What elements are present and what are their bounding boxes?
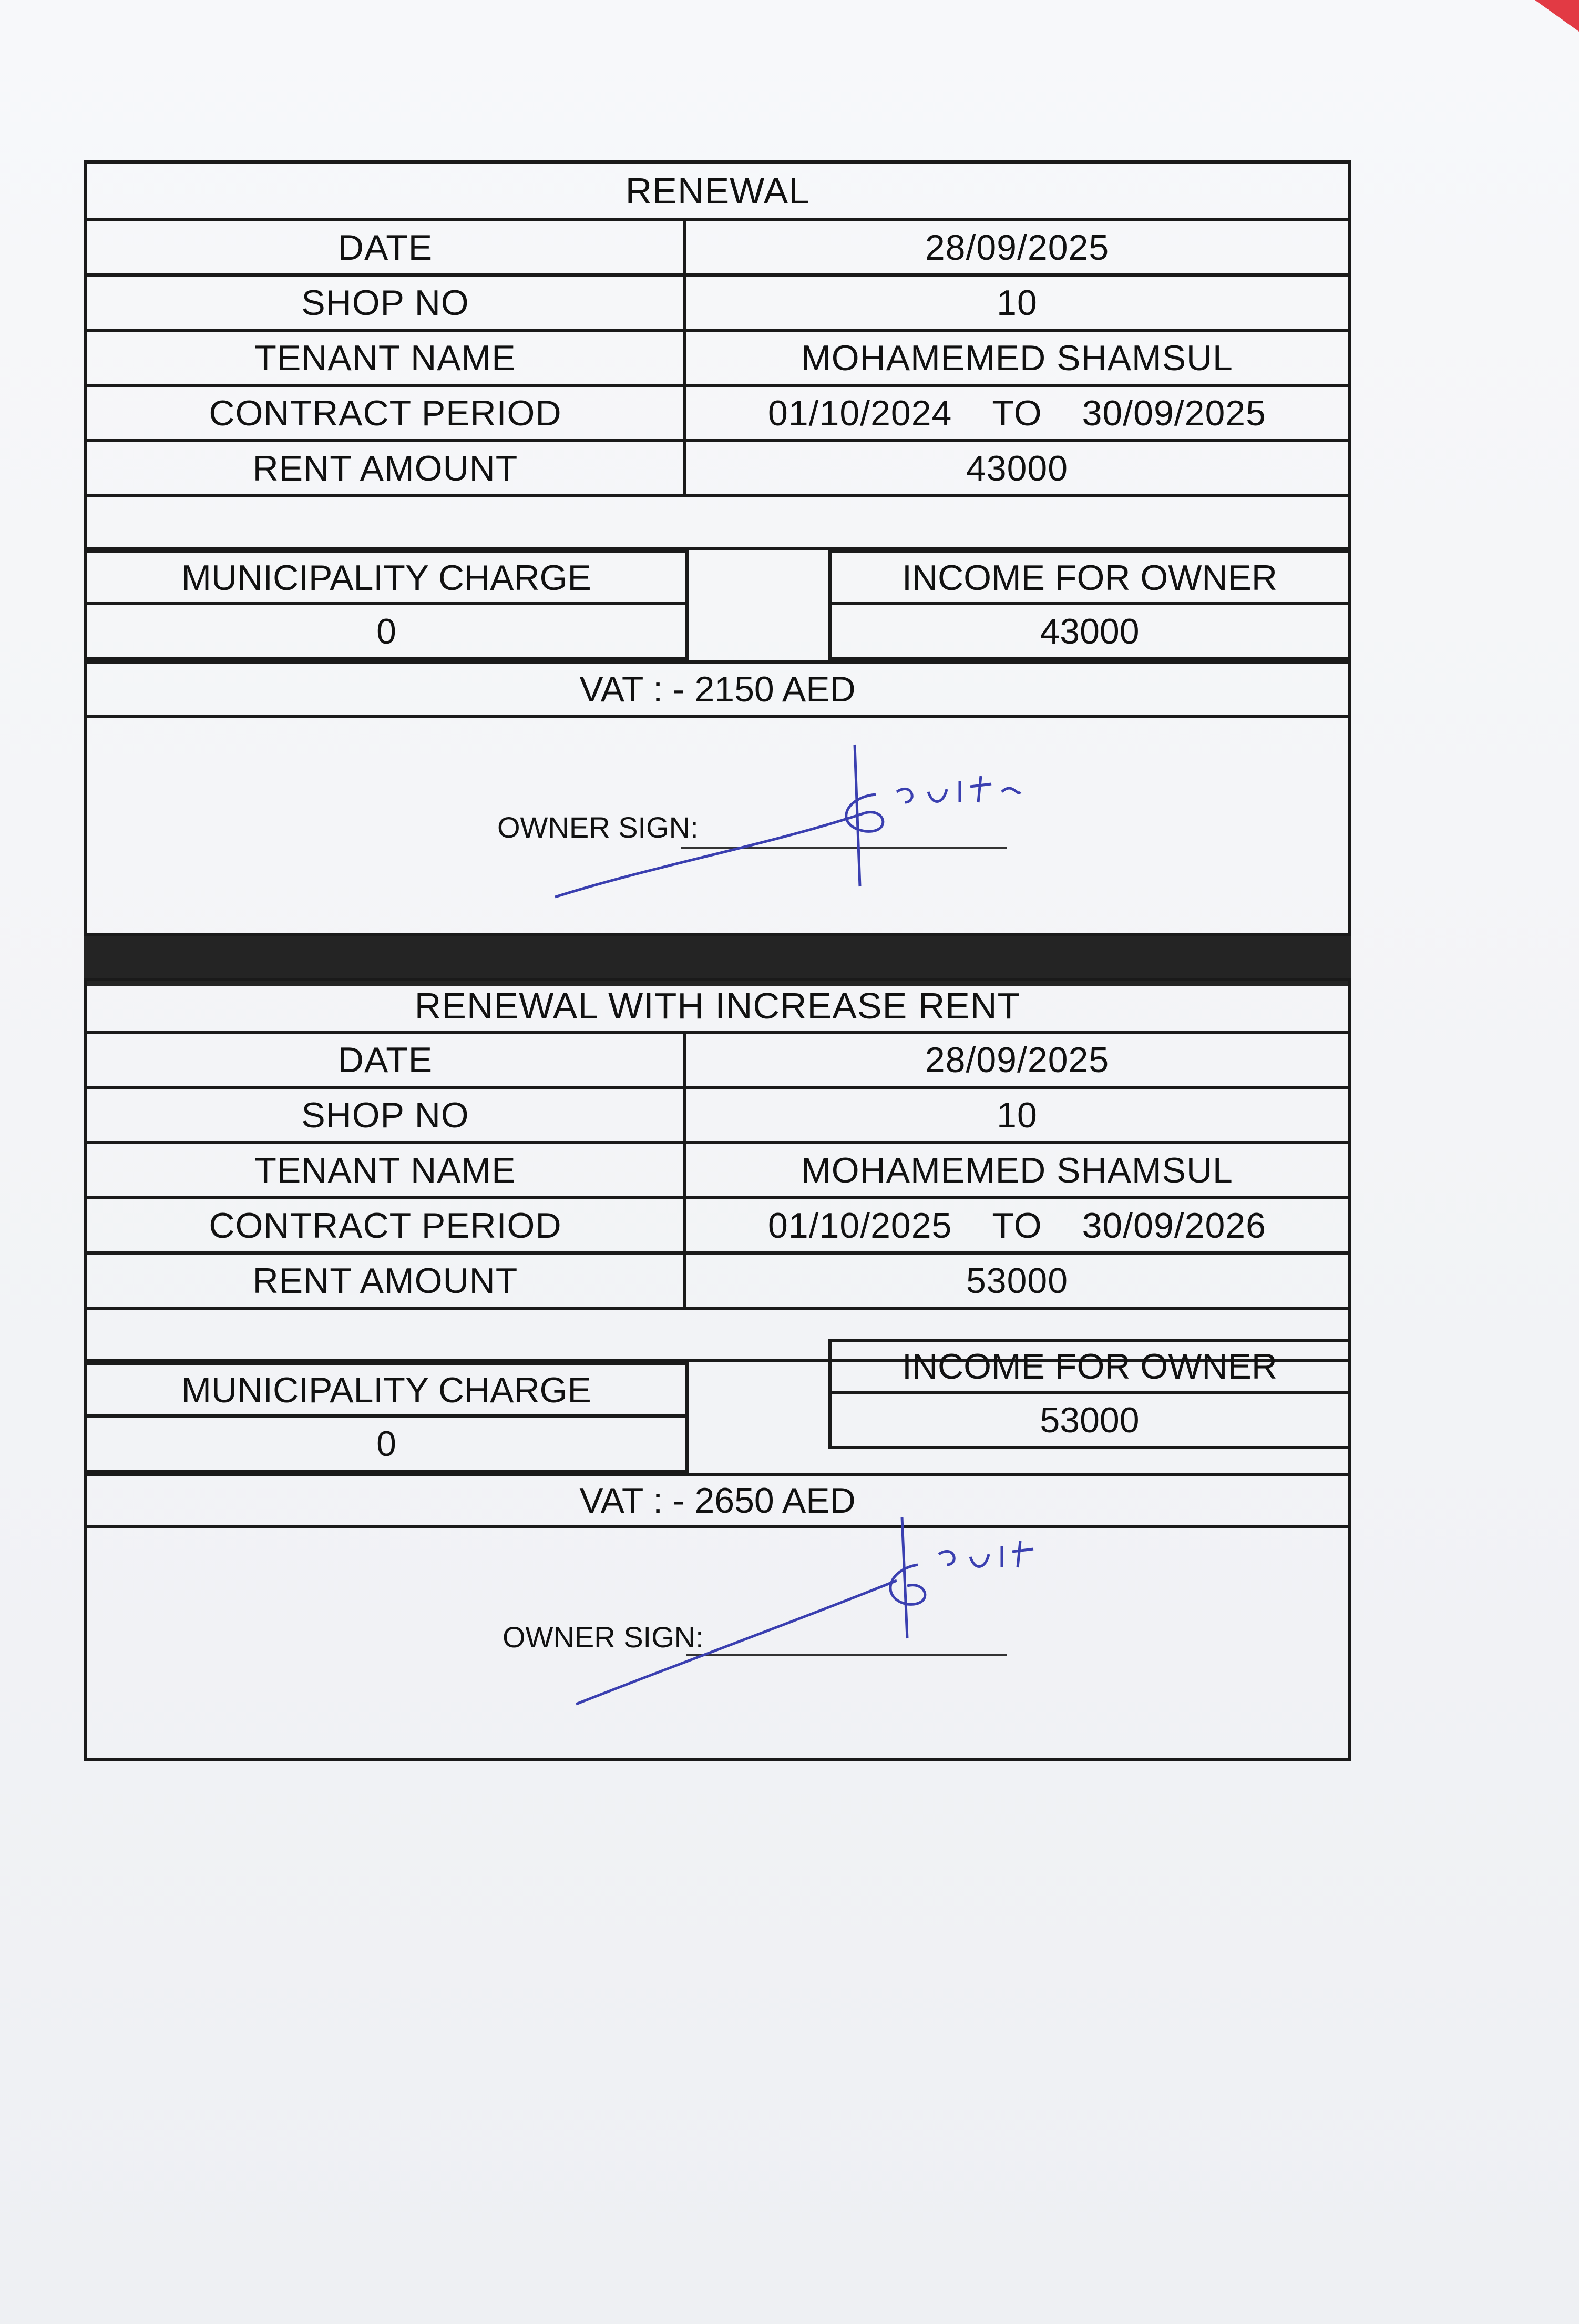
row-label: CONTRACT PERIOD (87, 1199, 686, 1251)
row-label: SHOP NO (87, 1089, 686, 1141)
municipality-charge-label: MUNICIPALITY CHARGE (87, 1365, 685, 1418)
section-title (87, 164, 1348, 221)
row-label: TENANT NAME (87, 332, 686, 384)
period-from: 01/10/2025 (768, 1205, 952, 1246)
period-to-word: TO (992, 393, 1042, 433)
row-shop-no (87, 277, 1348, 332)
section-title-text: RENEWAL WITH INCREASE RENT (414, 985, 1021, 1026)
row-label: DATE (87, 221, 686, 273)
owner-signature (571, 1507, 1044, 1717)
section-title-text: RENEWAL (625, 170, 810, 211)
row-shop-no (87, 1089, 1348, 1144)
row-label: RENT AMOUNT (87, 1255, 686, 1307)
municipality-charge-box (84, 550, 689, 660)
municipality-charge-value: 0 (376, 611, 396, 651)
row-value: 28/09/2025 (925, 227, 1110, 268)
income-for-owner-value: 43000 (1040, 611, 1140, 651)
row-value: 53000 (966, 1260, 1069, 1301)
row-tenant-name (87, 1144, 1348, 1199)
renewal-increase-form (84, 978, 1351, 1761)
row-label: SHOP NO (87, 277, 686, 329)
period-to: 30/09/2025 (1082, 393, 1266, 433)
row-tenant-name (87, 332, 1348, 387)
row-rent-amount (87, 442, 1348, 497)
period-from: 01/10/2024 (768, 393, 952, 433)
row-label: CONTRACT PERIOD (87, 387, 686, 439)
income-for-owner-label: INCOME FOR OWNER (832, 1342, 1348, 1394)
row-date (87, 1034, 1348, 1089)
section-title (87, 981, 1348, 1034)
owner-sign-label: OWNER SIGN: (503, 1620, 704, 1654)
row-rent-amount (87, 1255, 1348, 1310)
row-value: MOHAMEMED SHAMSUL (801, 338, 1233, 378)
row-value (686, 387, 1348, 439)
row-label: TENANT NAME (87, 1144, 686, 1196)
row-label: DATE (87, 1034, 686, 1086)
owner-signature (550, 734, 1023, 908)
row-contract-period (87, 1199, 1348, 1255)
municipality-charge-value: 0 (376, 1423, 396, 1464)
municipality-charge-label: MUNICIPALITY CHARGE (87, 553, 685, 605)
income-for-owner-label: INCOME FOR OWNER (832, 553, 1348, 605)
income-for-owner-box (828, 550, 1351, 660)
owner-sign-label: OWNER SIGN: (497, 811, 699, 844)
row-label: RENT AMOUNT (87, 442, 686, 494)
spacer-row (87, 497, 1348, 550)
row-value: 43000 (966, 448, 1069, 488)
vat-amount: VAT : - 2650 AED (579, 1480, 856, 1521)
vat-amount: VAT : - 2150 AED (579, 669, 856, 709)
vat-row (87, 660, 1348, 718)
row-value: 10 (997, 282, 1038, 323)
row-value: 10 (997, 1095, 1038, 1135)
renewal-form (84, 160, 1351, 936)
income-for-owner-box (828, 1339, 1351, 1449)
municipality-charge-box (84, 1362, 689, 1473)
row-value: 28/09/2025 (925, 1039, 1110, 1080)
period-to: 30/09/2026 (1082, 1205, 1266, 1246)
row-value: MOHAMEMED SHAMSUL (801, 1150, 1233, 1190)
period-to-word: TO (992, 1205, 1042, 1246)
row-value (686, 1199, 1348, 1251)
row-contract-period (87, 387, 1348, 442)
income-for-owner-value: 53000 (1040, 1400, 1140, 1440)
row-date (87, 221, 1348, 277)
